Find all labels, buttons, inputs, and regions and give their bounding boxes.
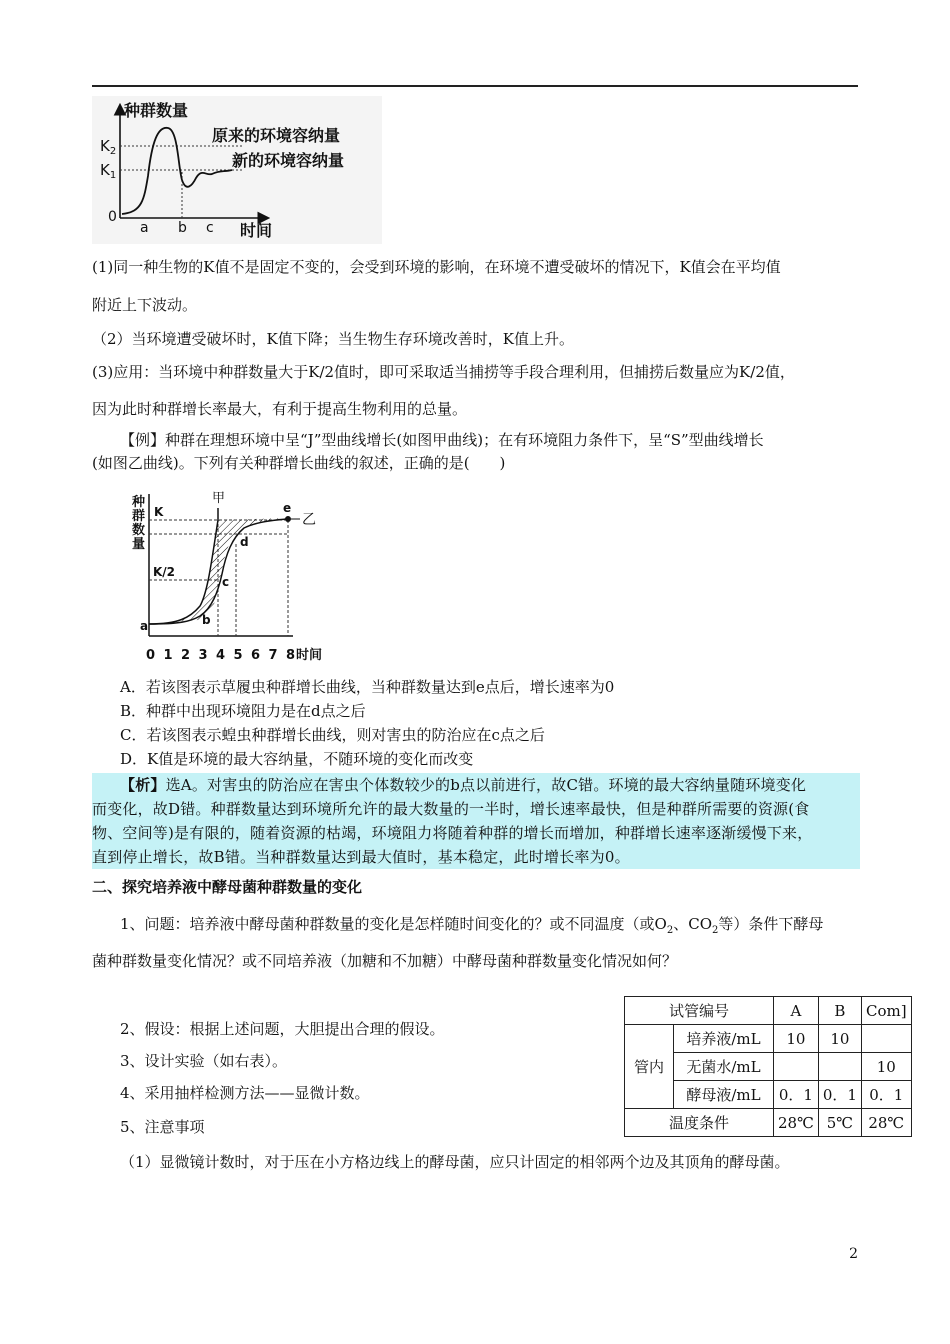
k-value-figure (92, 96, 382, 244)
table-header-b: B (818, 997, 861, 1025)
table-cell: 28℃ (774, 1109, 819, 1137)
option-b: B．种群中出现环境阻力是在d点之后 (120, 702, 366, 720)
example-line-2: (如图乙曲线)。下列有关种群增长曲线的叙述，正确的是( ) (92, 454, 506, 472)
fig2-ylabel-3: 数 (132, 523, 146, 538)
table-header-a: A (774, 997, 819, 1025)
section-2-heading: 二、探究培养液中酵母菌种群数量的变化 (92, 878, 363, 896)
fig2-xtick: 0 (146, 648, 156, 663)
page-number: 2 (849, 1246, 858, 1262)
para-3-line-1: (3)应用：当环境中种群数量大于K/2值时，即可采取适当捕捞等手段合理利用，但捕捞后数量应为K/2值， (92, 363, 795, 381)
fig2-point-c: c (222, 575, 230, 589)
analysis-line-4: 直到停止增长，故B错。当种群数量达到最大值时，基本稳定，此时增长率为0。 (92, 848, 630, 866)
fig2-yi-label: 乙 (302, 512, 316, 528)
fig1-legend-original: 原来的环境容纳量 (212, 126, 341, 145)
table-cell (861, 1025, 911, 1053)
table-row (625, 997, 912, 1025)
fig1-origin: 0 (108, 209, 117, 225)
table-cell: 0．1 (861, 1081, 911, 1109)
fig2-xtick: 1 (163, 648, 173, 663)
fig1-tick-c: c (206, 220, 214, 236)
table-row (625, 1025, 912, 1053)
fig2-xlabel: 时间 (296, 648, 323, 663)
table-cell: 10 (861, 1053, 911, 1081)
header-rule (92, 85, 858, 87)
fig2-k2-label: K/2 (153, 565, 176, 579)
table-header-c: Com] (861, 997, 911, 1025)
fig2-xtick: 8 (286, 648, 296, 663)
analysis-line-3: 物、空间等)是有限的，随着资源的枯竭，环境阻力将随着种群的增长而增加，种群增长速率逐渐缓慢下来， (92, 824, 813, 842)
option-d: D．K值是环境的最大容纳量，不随环境的变化而改变 (120, 750, 474, 768)
table-cell: 温度条件 (625, 1109, 774, 1137)
design: 3、设计实验（如右表）。 (120, 1052, 288, 1070)
para-1-line-1: (1)同一种生物的K值不是固定不变的，会受到环境的影响，在环境不遭受破坏的情况下，K值会在平均值 (92, 258, 781, 276)
table-cell: 10 (774, 1025, 819, 1053)
fig2-ylabel-1: 种 (132, 495, 146, 510)
table-cell (818, 1053, 861, 1081)
fig2-xtick: 6 (251, 648, 261, 663)
fig1-tick-a: a (140, 220, 149, 236)
fig2-xtick: 5 (233, 648, 243, 663)
fig1-legend-new: 新的环境容纳量 (232, 151, 345, 170)
analysis-box (92, 773, 860, 869)
experiment-table (624, 996, 912, 1137)
growth-curve-figure (128, 484, 350, 670)
option-c: C．若该图表示蝗虫种群增长曲线，则对害虫的防治应在c点之后 (120, 726, 545, 744)
analysis-line-2: 而变化，故D错。种群数量达到环境所允许的最大数量的一半时，增长速率最快，但是种群所需要的资源(食 (92, 800, 810, 818)
table-cell: 酵母液/mL (674, 1081, 774, 1109)
table-cell: 0．1 (774, 1081, 819, 1109)
fig2-xtick: 7 (268, 648, 278, 663)
method: 4、采用抽样检测方法——显微计数。 (120, 1084, 370, 1102)
hypothesis: 2、假设：根据上述问题，大胆提出合理的假设。 (120, 1020, 445, 1038)
table-cell: 0．1 (818, 1081, 861, 1109)
para-3-line-2: 因为此时种群增长率最大，有利于提高生物利用的总量。 (92, 400, 468, 418)
fig2-k-label: K (154, 505, 164, 519)
fig1-ylabel: 种群数量 (124, 101, 189, 120)
option-a: A．若该图表示草履虫种群增长曲线，当种群数量达到e点后，增长速率为0 (120, 678, 615, 696)
fig2-jia-label: 甲 (212, 491, 226, 506)
table-cell: 10 (818, 1025, 861, 1053)
example-line-1: 【例】种群在理想环境中呈“J”型曲线增长(如图甲曲线)；在有环境阻力条件下，呈“S”型曲线增长 (120, 431, 764, 449)
question-line-1: 1、问题：培养液中酵母菌种群数量的变化是怎样随时间变化的？或不同温度（或$O_2$、$CO_2$等）条件下酵母 (120, 915, 824, 936)
para-2: （2）当环境遭受破坏时，K值下降；当生物生存环境改善时，K值上升。 (92, 330, 574, 348)
table-header-label: 试管编号 (625, 997, 774, 1025)
table-cell: 28℃ (861, 1109, 911, 1137)
fig2-point-a: a (140, 619, 149, 633)
para-1-line-2: 附近上下波动。 (92, 296, 198, 314)
question-line-2: 菌种群数量变化情况？或不同培养液（加糖和不加糖）中酵母菌种群数量变化情况如何？ (92, 952, 678, 970)
table-cell (774, 1053, 819, 1081)
fig1-k2-label: $K_2$ (100, 137, 117, 157)
fig1-xlabel: 时间 (240, 221, 273, 240)
fig2-xtick: 2 (181, 648, 191, 663)
fig1-k1-label: $K_1$ (100, 161, 117, 181)
analysis-line-1: 【析】选A。对害虫的防治应在害虫个体数较少的b点以前进行，故C错。环境的最大容纳量随环境变化 (120, 776, 807, 794)
fig2-point-b: b (202, 613, 211, 627)
table-row (625, 1109, 912, 1137)
fig2-xtick: 3 (198, 648, 208, 663)
fig1-tick-b: b (178, 220, 187, 236)
table-cell: 5℃ (818, 1109, 861, 1137)
fig2-point-e: e (283, 501, 292, 515)
fig2-xtick: 4 (216, 648, 226, 663)
table-cell: 培养液/mL (674, 1025, 774, 1053)
fig2-point-d: d (240, 535, 249, 549)
table-group-label: 管内 (625, 1025, 674, 1109)
fig2-ylabel-2: 群 (132, 509, 146, 524)
table-cell: 无菌水/mL (674, 1053, 774, 1081)
note-1: （1）显微镜计数时，对于压在小方格边线上的酵母菌，应只计固定的相邻两个边及其顶角的酵母菌。 (120, 1153, 790, 1171)
fig2-xticks (146, 648, 295, 663)
notes-heading: 5、注意事项 (120, 1118, 205, 1136)
fig2-ylabel-4: 量 (132, 537, 146, 552)
